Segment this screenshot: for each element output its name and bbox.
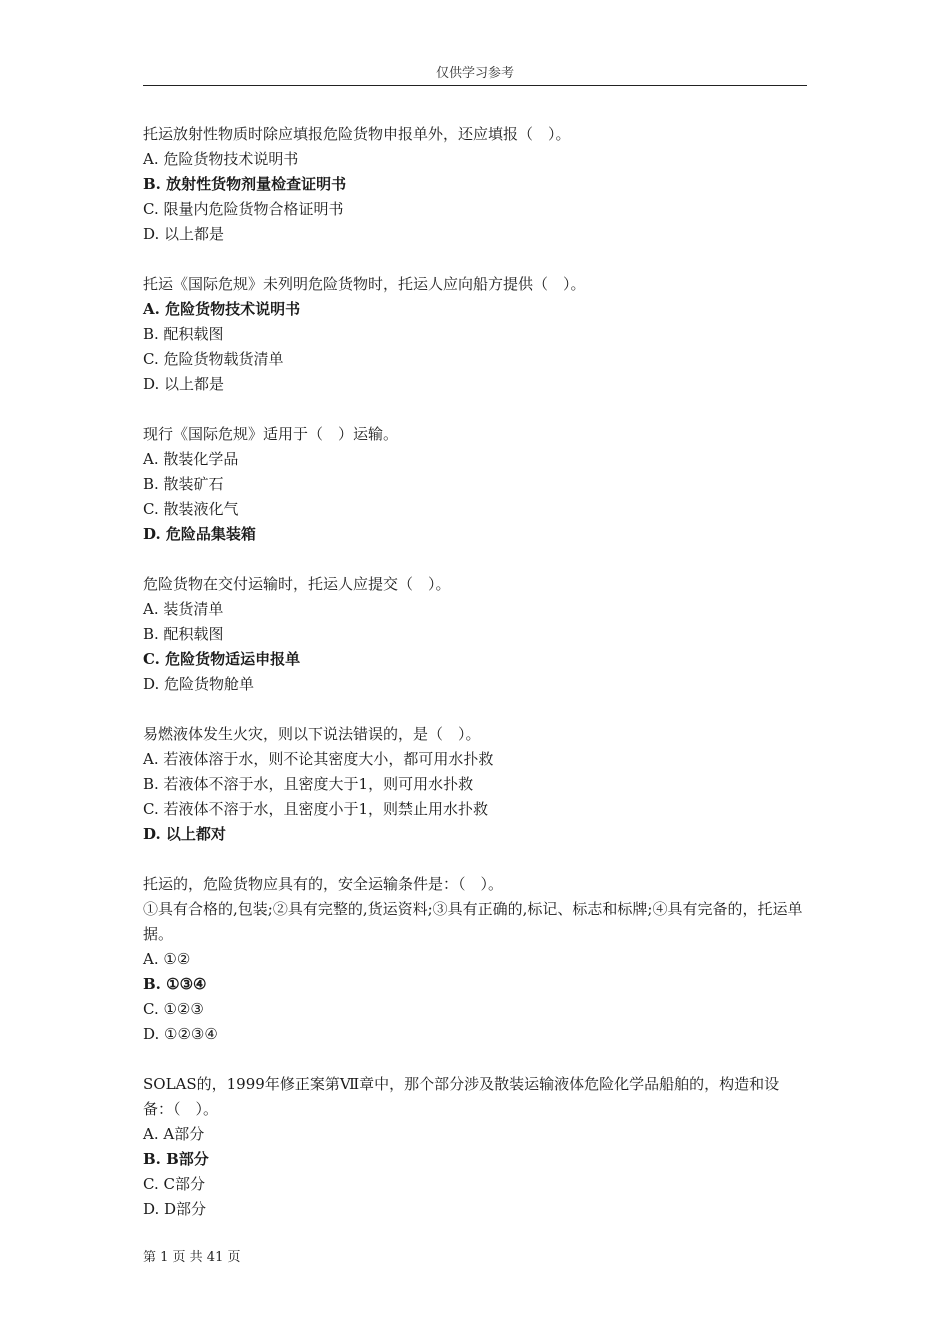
answer-option-correct: D. 危险品集装箱 — [143, 525, 256, 543]
answer-option: D. ①②③④ — [143, 1025, 218, 1043]
answer-option: C. 若液体不溶于水，且密度小于1，则禁止用水扑救 — [143, 800, 489, 818]
answer-option: D. D部分 — [143, 1200, 207, 1218]
answer-option-correct: A. 危险货物技术说明书 — [143, 300, 301, 318]
page-header: 仅供学习参考 — [143, 62, 807, 86]
page-footer: 第 1 页 共 41 页 — [143, 1250, 241, 1265]
question-block — [143, 872, 807, 1047]
answer-option: D. 危险货物舱单 — [143, 675, 255, 693]
answer-option: C. 散装液化气 — [143, 500, 239, 518]
answer-option-correct: B. ①③④ — [143, 975, 207, 993]
answer-option-correct: C. 危险货物适运申报单 — [143, 650, 301, 668]
question-stem: 现行《国际危规》适用于（ ）运输。 — [143, 425, 399, 443]
question-block — [143, 722, 807, 847]
answer-option: B. 若液体不溶于水，且密度大于1，则可用水扑救 — [143, 775, 474, 793]
question-block — [143, 122, 807, 247]
question-stem: 易燃液体发生火灾，则以下说法错误的，是（ ）。 — [143, 725, 481, 743]
answer-option: A. 危险货物技术说明书 — [143, 150, 299, 168]
question-block — [143, 272, 807, 397]
answer-option: C. C部分 — [143, 1175, 205, 1193]
answer-option-correct: B. 放射性货物剂量检查证明书 — [143, 175, 347, 193]
answer-option: C. 限量内危险货物合格证明书 — [143, 200, 344, 218]
answer-option: B. 散装矿石 — [143, 475, 224, 493]
question-list — [143, 122, 807, 1247]
question-stem: SOLAS的，1999年修正案第Ⅶ章中，那个部分涉及散装运输液体危险化学品船舶的，构造和设备：（ ）。 — [143, 1075, 780, 1118]
question-stem: 托运放射性物质时除应填报危险货物申报单外，还应填报（ ）。 — [143, 125, 571, 143]
answer-option: A. 装货清单 — [143, 600, 224, 618]
answer-option: D. 以上都是 — [143, 225, 225, 243]
question-stem: 危险货物在交付运输时，托运人应提交（ ）。 — [143, 575, 451, 593]
question-block — [143, 572, 807, 697]
question-block — [143, 1072, 807, 1222]
answer-option: A. 散装化学品 — [143, 450, 239, 468]
answer-option-correct: D. 以上都对 — [143, 825, 226, 843]
answer-option: B. 配积载图 — [143, 625, 224, 643]
answer-option: A. ①② — [143, 950, 191, 968]
answer-option: D. 以上都是 — [143, 375, 225, 393]
answer-option: A. A部分 — [143, 1125, 205, 1143]
question-stem: 托运《国际危规》未列明危险货物时，托运人应向船方提供（ ）。 — [143, 275, 586, 293]
question-block — [143, 422, 807, 547]
answer-option: C. ①②③ — [143, 1000, 204, 1018]
answer-option: B. 配积载图 — [143, 325, 224, 343]
answer-option-correct: B. B部分 — [143, 1150, 209, 1168]
answer-option: A. 若液体溶于水，则不论其密度大小，都可用水扑救 — [143, 750, 494, 768]
answer-option: C. 危险货物载货清单 — [143, 350, 284, 368]
question-stem: 托运的，危险货物应具有的，安全运输条件是：（ ）。 ①具有合格的,包装;②具有完整的,货运资料;③具有正确的,标记、标志和标牌;④具有完备的，托运单据。 — [143, 875, 803, 943]
